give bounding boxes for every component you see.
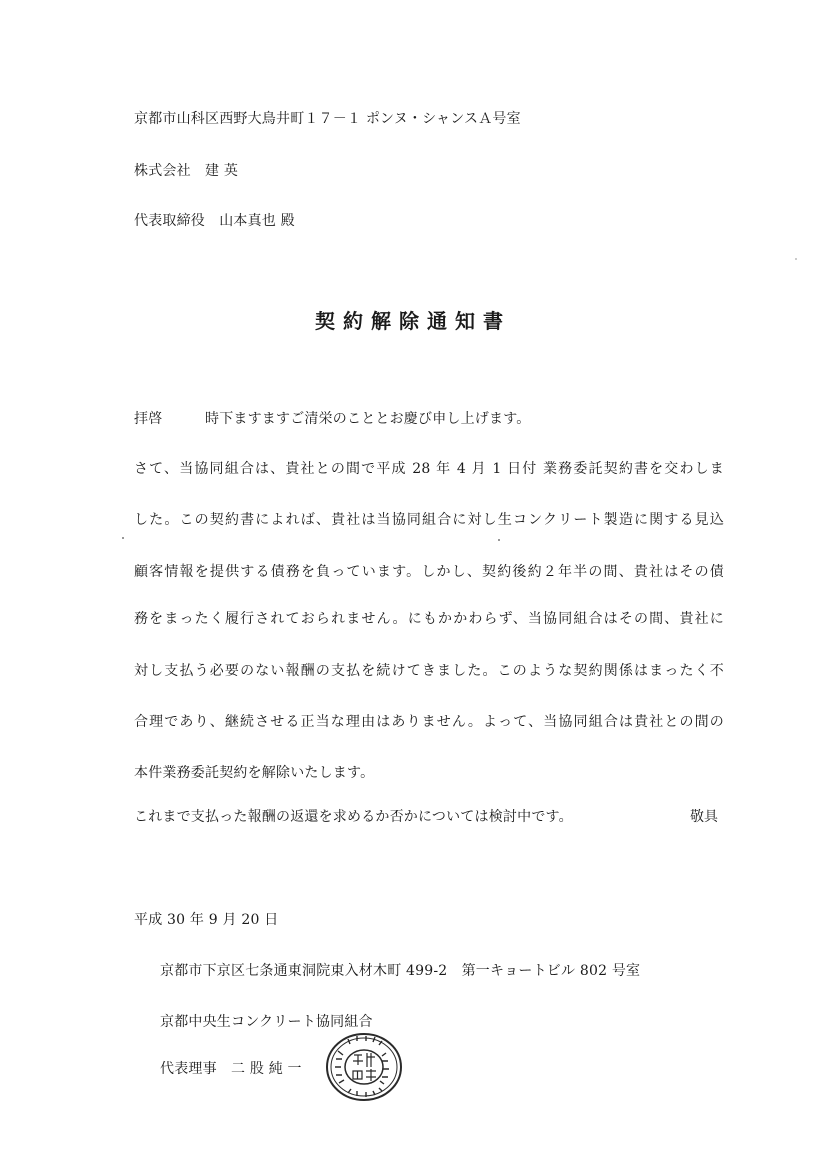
- sender-address: 京都市下京区七条通東洞院東入材木町 499-2 第一キョートビル 802 号室: [160, 963, 641, 979]
- body-line-1: さて、当協同組合は、貴社との間で平成 28 年 4 月 1 日付 業務委託契約書を交わしま: [134, 461, 724, 477]
- closing-line: これまで支払った報酬の返還を求めるか否かについては検討中です。: [134, 809, 573, 825]
- body-line-7: 本件業務委託契約を解除いたします。: [134, 765, 375, 781]
- document-date: 平成 30 年 9 月 20 日: [134, 912, 279, 928]
- body-line-3: 顧客情報を提供する債務を負っています。しかし、契約後約２年半の間、貴社はその債: [134, 564, 724, 580]
- body-line-4: 務をまったく履行されておられません。にもかかわらず、当協同組合はその間、貴社に: [134, 611, 724, 627]
- sender-organization: 京都中央生コンクリート協同組合: [160, 1014, 373, 1030]
- body-line-5: 対し支払う必要のない報酬の支払を続けてきました。このような契約関係はまったく不: [134, 663, 724, 679]
- scan-speck: [498, 539, 500, 541]
- body-line-2: した。この契約書によれば、貴社は当協同組合に対し生コンクリート製造に関する見込: [134, 512, 724, 528]
- recipient-company: 株式会社 建 英: [134, 163, 239, 179]
- round-seal-icon: [324, 1031, 404, 1103]
- document-title: 契約解除通知書: [315, 309, 511, 333]
- body-line-6: 合理であり、継続させる正当な理由はありません。よって、当協同組合は貴社との間の: [134, 714, 724, 730]
- scan-speck: [795, 258, 797, 260]
- keigu-closing: 敬具: [690, 809, 718, 825]
- scan-speck: [122, 537, 124, 539]
- recipient-address: 京都市山科区西野大鳥井町１７－１ ポンヌ・シャンスＡ号室: [134, 111, 521, 127]
- recipient-representative: 代表取締役 山本真也 殿: [134, 213, 295, 229]
- sender-representative: 代表理事 二 股 純 一: [160, 1061, 302, 1077]
- greeting-line: 拝啓 時下ますますご清栄のこととお慶び申し上げます。: [134, 411, 531, 427]
